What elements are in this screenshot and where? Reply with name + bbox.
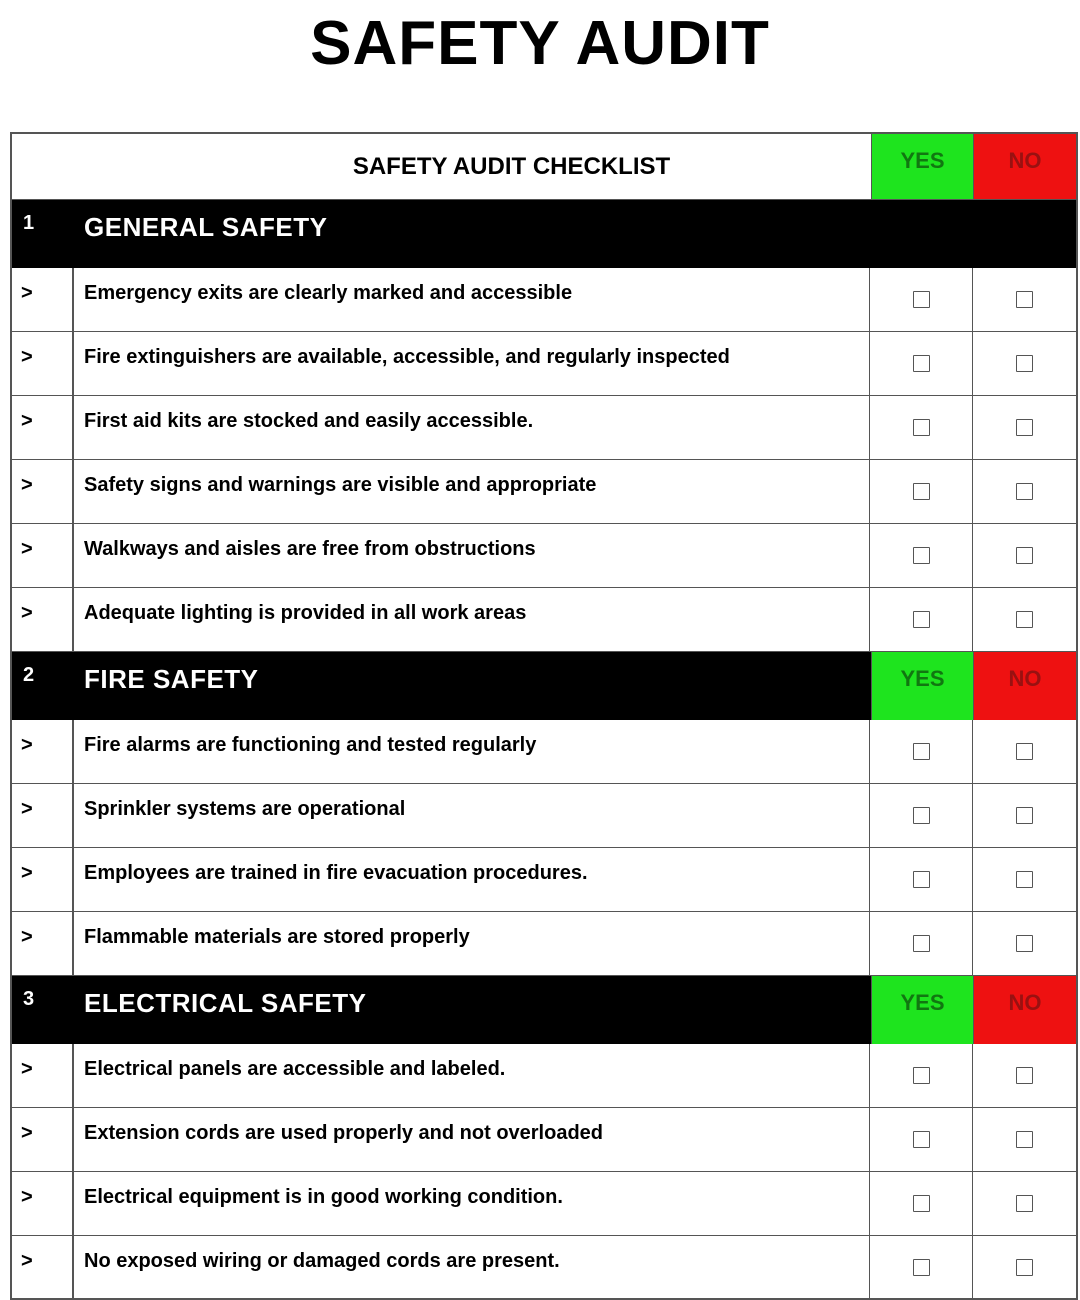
no-cell — [972, 912, 1076, 975]
yes-cell — [869, 720, 972, 783]
checklist-item — [12, 268, 1076, 332]
yes-cell — [869, 588, 972, 651]
item-marker: > — [12, 524, 74, 587]
item-text: Fire extinguishers are available, accessible, and regularly inspected — [84, 346, 730, 368]
item-text: Electrical equipment is in good working condition. — [84, 1186, 563, 1208]
checklist-item — [12, 1236, 1076, 1300]
item-marker: > — [12, 588, 74, 651]
no-cell — [972, 396, 1076, 459]
section-header-blank — [871, 200, 1076, 268]
checklist-item — [12, 588, 1076, 652]
no-column-header: NO — [973, 134, 1076, 199]
yes-checkbox[interactable] — [913, 807, 930, 824]
item-text: Electrical panels are accessible and labeled. — [84, 1058, 506, 1080]
no-checkbox[interactable] — [1016, 611, 1033, 628]
yes-cell — [869, 268, 972, 331]
yes-checkbox[interactable] — [913, 291, 930, 308]
no-checkbox[interactable] — [1016, 1067, 1033, 1084]
item-marker: > — [12, 1172, 74, 1235]
yes-checkbox[interactable] — [913, 547, 930, 564]
no-cell — [972, 268, 1076, 331]
yes-column-header: YES — [871, 134, 973, 199]
item-text: Sprinkler systems are operational — [84, 798, 406, 820]
item-text: Walkways and aisles are free from obstructions — [84, 538, 536, 560]
yes-cell — [869, 1044, 972, 1107]
checklist-item — [12, 332, 1076, 396]
checklist-item — [12, 720, 1076, 784]
no-checkbox[interactable] — [1016, 935, 1033, 952]
item-text: Adequate lighting is provided in all work areas — [84, 602, 527, 624]
item-text: Extension cords are used properly and not overloaded — [84, 1122, 604, 1144]
checklist-item — [12, 524, 1076, 588]
yes-checkbox[interactable] — [913, 483, 930, 500]
checklist-item — [12, 784, 1076, 848]
no-checkbox[interactable] — [1016, 355, 1033, 372]
yes-cell — [869, 784, 972, 847]
section-title: ELECTRICAL SAFETY — [84, 988, 367, 1018]
no-checkbox[interactable] — [1016, 743, 1033, 760]
no-cell — [972, 588, 1076, 651]
item-marker: > — [12, 460, 74, 523]
section-yes-header: YES — [871, 652, 973, 720]
yes-checkbox[interactable] — [913, 1067, 930, 1084]
yes-checkbox[interactable] — [913, 419, 930, 436]
checklist-header — [12, 132, 1076, 200]
yes-checkbox[interactable] — [913, 1195, 930, 1212]
item-marker: > — [12, 784, 74, 847]
item-text: Fire alarms are functioning and tested regularly — [84, 734, 537, 756]
checklist-sections — [12, 200, 1076, 1300]
item-text: Safety signs and warnings are visible and appropriate — [84, 474, 597, 496]
no-checkbox[interactable] — [1016, 807, 1033, 824]
yes-cell — [869, 524, 972, 587]
item-text: Employees are trained in fire evacuation procedures. — [84, 862, 588, 884]
yes-cell — [869, 1236, 972, 1298]
no-checkbox[interactable] — [1016, 871, 1033, 888]
item-text: Flammable materials are stored properly — [84, 926, 470, 948]
no-checkbox[interactable] — [1016, 1259, 1033, 1276]
no-checkbox[interactable] — [1016, 547, 1033, 564]
yes-cell — [869, 1172, 972, 1235]
yes-cell — [869, 912, 972, 975]
checklist-item — [12, 848, 1076, 912]
section-title: GENERAL SAFETY — [84, 212, 328, 242]
section-title: FIRE SAFETY — [84, 664, 259, 694]
section-number: 2 — [23, 664, 35, 686]
item-marker: > — [12, 1236, 74, 1298]
no-cell — [972, 460, 1076, 523]
yes-checkbox[interactable] — [913, 743, 930, 760]
item-marker: > — [12, 848, 74, 911]
item-marker: > — [12, 268, 74, 331]
no-cell — [972, 1108, 1076, 1171]
no-checkbox[interactable] — [1016, 1195, 1033, 1212]
no-checkbox[interactable] — [1016, 483, 1033, 500]
section-header — [12, 976, 1076, 1044]
no-cell — [972, 1236, 1076, 1298]
checklist-item — [12, 1108, 1076, 1172]
section-number: 1 — [23, 212, 35, 234]
checklist-item — [12, 460, 1076, 524]
no-cell — [972, 1172, 1076, 1235]
no-cell — [972, 1044, 1076, 1107]
page-title: SAFETY AUDIT — [310, 9, 770, 78]
checklist-item — [12, 1044, 1076, 1108]
no-checkbox[interactable] — [1016, 1131, 1033, 1148]
section-yes-header: YES — [871, 976, 973, 1044]
no-cell — [972, 524, 1076, 587]
checklist-item — [12, 912, 1076, 976]
section-header — [12, 200, 1076, 268]
yes-cell — [869, 848, 972, 911]
yes-cell — [869, 460, 972, 523]
section-no-header: NO — [973, 976, 1076, 1044]
no-checkbox[interactable] — [1016, 291, 1033, 308]
no-cell — [972, 784, 1076, 847]
yes-checkbox[interactable] — [913, 355, 930, 372]
yes-cell — [869, 396, 972, 459]
item-marker: > — [12, 332, 74, 395]
checklist-table — [10, 132, 1078, 1300]
section-no-header: NO — [973, 652, 1076, 720]
item-text: No exposed wiring or damaged cords are present. — [84, 1250, 560, 1272]
checklist-item — [12, 1172, 1076, 1236]
yes-cell — [869, 332, 972, 395]
no-checkbox[interactable] — [1016, 419, 1033, 436]
yes-checkbox[interactable] — [913, 611, 930, 628]
checklist-item — [12, 396, 1076, 460]
yes-checkbox[interactable] — [913, 1259, 930, 1276]
section-header — [12, 652, 1076, 720]
no-cell — [972, 332, 1076, 395]
item-marker: > — [12, 1108, 74, 1171]
item-marker: > — [12, 720, 74, 783]
yes-checkbox[interactable] — [913, 1131, 930, 1148]
item-marker: > — [12, 396, 74, 459]
yes-cell — [869, 1108, 972, 1171]
yes-checkbox[interactable] — [913, 871, 930, 888]
item-text: Emergency exits are clearly marked and accessible — [84, 282, 573, 304]
checklist-title: SAFETY AUDIT CHECKLIST — [352, 152, 671, 180]
item-marker: > — [12, 1044, 74, 1107]
no-cell — [972, 848, 1076, 911]
yes-checkbox[interactable] — [913, 935, 930, 952]
section-number: 3 — [23, 988, 35, 1010]
no-cell — [972, 720, 1076, 783]
item-text: First aid kits are stocked and easily accessible. — [84, 410, 534, 432]
item-marker: > — [12, 912, 74, 975]
